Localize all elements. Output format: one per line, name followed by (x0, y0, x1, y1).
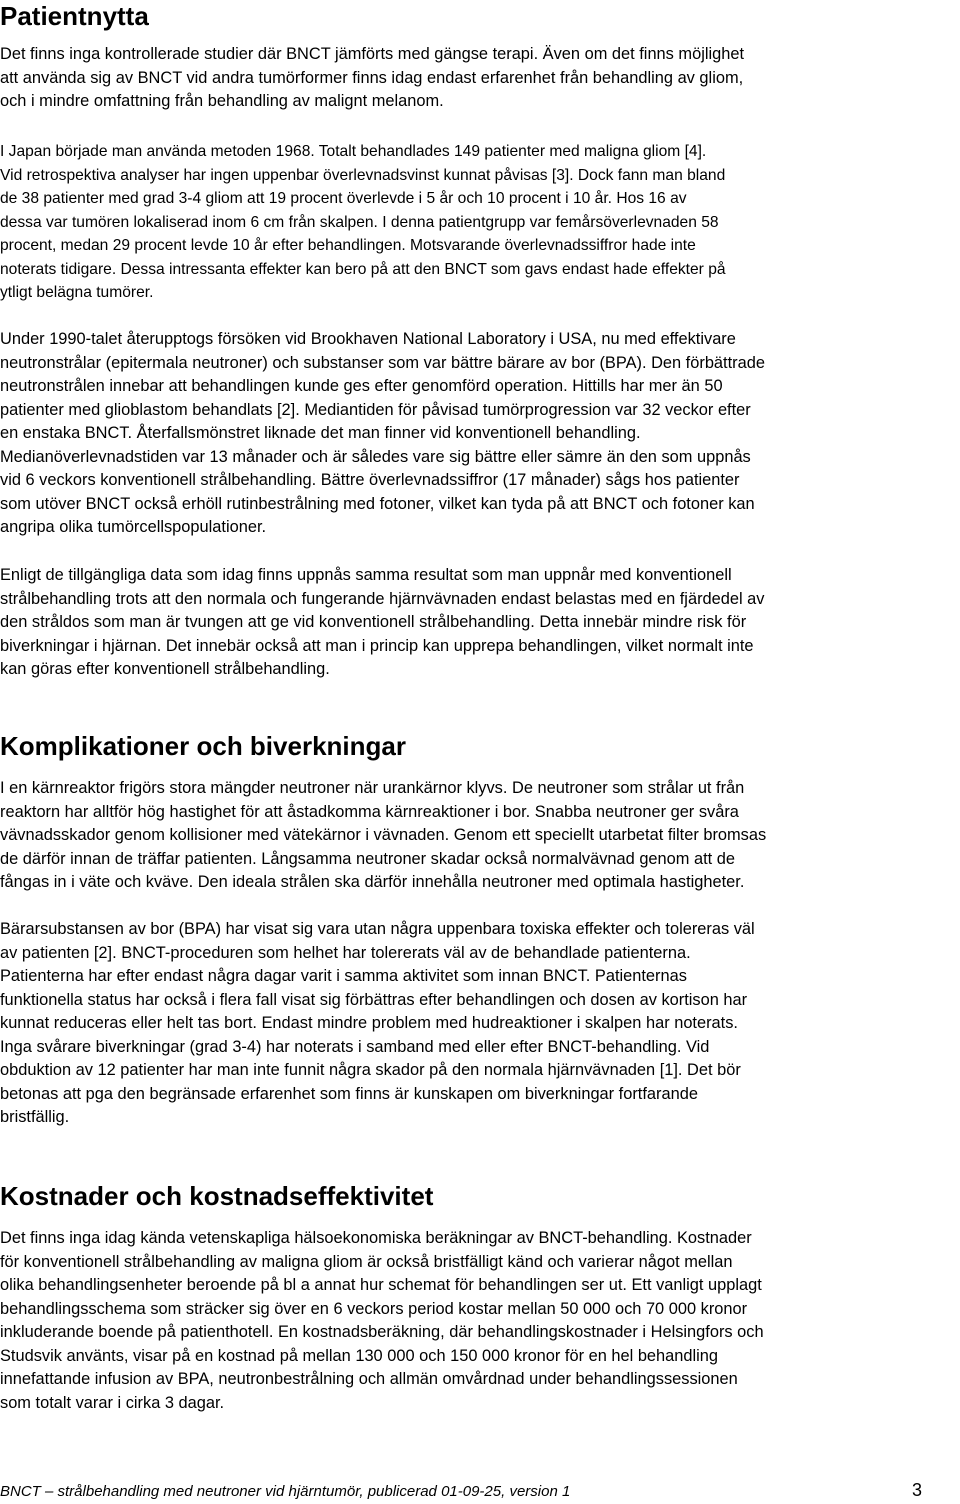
text-line: Bärarsubstansen av bor (BPA) har visat sig vara utan några uppenbara toxiska effekter och tolereras väl (0, 920, 755, 938)
text-line: innefattande infusion av BPA, neutronbestrålning och allmän omvårdnad under behandlingssessionen (0, 1370, 738, 1388)
text-line: Medianöverlevnadstiden var 13 månader och är således vare sig bättre eller sämre än den som uppnås (0, 447, 751, 466)
paragraph-patientnytta-4 (0, 564, 958, 682)
text-line: angripa olika tumörcellspopulationer. (0, 518, 267, 536)
text-line: betonas att pga den begränsade erfarenhet som finns är kunskapen om biverkningar fortfarande (0, 1084, 698, 1103)
text-line: att använda sig av BNCT vid andra tumörformer finns idag endast erfarenhet från behandling av gliom, (0, 68, 744, 87)
text-line: Det finns inga idag kända vetenskapliga hälsoekonomiska beräkningar av BNCT-behandling. Kostnader (0, 1229, 752, 1247)
text-line: neutronstrålar (epitermala neutroner) och substanser som var bättre bärare av bor (BPA). Den förbättrade (0, 353, 765, 372)
text-line: neutronstrålen innebar att behandlingen kunde ges efter genomförd operation. Hittills har mer än 50 (0, 377, 723, 395)
paragraph-komplikationer-1 (0, 777, 958, 895)
text-line: biverkningar i hjärnan. Det innebär också att man i princip kan upprepa behandlingen, vilket normalt inte (0, 636, 754, 655)
paragraph-komplikationer-2 (0, 918, 958, 1130)
text-line: I Japan började man använda metoden 1968. Totalt behandlades 149 patienter med maligna gliom [4]. (0, 143, 707, 160)
text-line: behandlingsschema som sträcker sig över en 6 veckors period kostar mellan 50 000 och 70 000 kronor (0, 1299, 748, 1318)
text-line: patienter med glioblastom behandlats [2]. Mediantiden för påvisad tumörprogression var 32 veckor efter (0, 400, 751, 419)
text-line: obduktion av 12 patienter har man inte funnit några skador på den normala hjärnvävnaden [1]. Det bör (0, 1061, 741, 1079)
text-line: strålbehandling trots att den normala och fungerande hjärnvävnaden endast belastas med en fjärdedel av (0, 589, 765, 608)
text-line: och i mindre omfattning från behandling av malignt melanom. (0, 92, 444, 110)
text-line: Inga svårare biverkningar (grad 3-4) har noterats i samband med eller efter BNCT-behandling. Vid (0, 1037, 710, 1056)
text-line: kan göras efter konventionell strålbehandling. (0, 660, 330, 678)
text-line: reaktorn har alltför hög hastighet för att åstadkomma kärnreaktioner i bor. Snabba neutroner ger svåra (0, 802, 739, 821)
text-line: procent, medan 29 procent levde 10 år efter behandlingen. Motsvarande överlevnadssiffror hade inte (0, 237, 696, 254)
footer-text: BNCT – strålbehandling med neutroner vid hjärntumör, publicerad 01-09-25, version 1 (0, 1483, 571, 1500)
paragraph-patientnytta-1 (0, 43, 958, 114)
text-line: noterats tidigare. Dessa intressanta effekter kan bero på att den BNCT som gavs endast hade effekter på (0, 260, 726, 278)
text-line: av patienten [2]. BNCT-proceduren som helhet har tolererats väl av de behandlade patienterna. (0, 943, 691, 962)
text-line: Det finns inga kontrollerade studier där BNCT jämförts med gängse terapi. Även om det finns möjlighet (0, 45, 745, 63)
text-line: olika behandlingsenheter beroende på bl a annat hur schemat för behandlingen ser ut. Ett vanligt upplagt (0, 1276, 762, 1294)
section-heading-patientnytta: Patientnytta (0, 1, 149, 31)
text-line: som utöver BNCT också erhöll rutinbestrålning med fotoner, vilket kan tyda på att BNCT och fotoner kan (0, 494, 755, 513)
section-heading-komplikationer: Komplikationer och biverkningar (0, 731, 406, 761)
text-line: Under 1990-talet återupptogs försöken vid Brookhaven National Laboratory i USA, nu med effektivare (0, 330, 736, 348)
paragraph-patientnytta-2 (0, 140, 958, 305)
text-line: som totalt varar i cirka 3 dagar. (0, 1393, 225, 1412)
text-line: vävnadsskador genom kollisioner med vätekärnor i vävnaden. Genom ett speciellt utarbetat filter bromsas (0, 826, 767, 844)
text-line: de därför innan de träffar patienten. Långsamma neutroner skadar också normalvävnad genom att de (0, 849, 735, 868)
text-line: kunnat reduceras eller helt tas bort. Endast mindre problem med hudreaktioner i skalpen har noterats. (0, 1014, 738, 1032)
paragraph-kostnader-1 (0, 1227, 958, 1415)
paragraph-patientnytta-3 (0, 328, 958, 540)
text-line: en enstaka BNCT. Återfallsmönstret liknade det man finner vid konventionell behandling. (0, 424, 641, 442)
section-heading-kostnader: Kostnader och kostnadseffektivitet (0, 1181, 434, 1211)
text-line: dessa var tumören lokaliserad inom 6 cm från skalpen. I denna patientgrupp var femårsöverlevnaden 58 (0, 213, 719, 231)
text-line: Studsvik använts, visar på en kostnad på mellan 130 000 och 150 000 kronor för en hel behandling (0, 1346, 719, 1365)
text-line: Vid retrospektiva analyser har ingen uppenbar överlevnadsvinst kunnat påvisas [3]. Dock fann man bland (0, 166, 726, 184)
text-line: ytligt belägna tumörer. (0, 284, 154, 301)
text-line: Patienterna har efter endast några dagar varit i samma aktivitet som innan BNCT. Patienternas (0, 967, 687, 985)
text-line: för konventionell strålbehandling av maligna gliom är också bristfälligt känd och varierar något mellan (0, 1252, 733, 1271)
text-line: Enligt de tillgängliga data som idag finns uppnås samma resultat som man uppnår med konventionell (0, 566, 732, 584)
text-line: fångas in i väte och kväve. Den ideala strålen ska därför innehålla neutroner med optimala hastigheter. (0, 873, 745, 891)
text-line: den stråldos som man är tvungen att ge vid konventionell strålbehandling. Detta innebär mindre risk för (0, 613, 747, 631)
text-line: inkluderande boende på patienthotell. En kostnadsberäkning, där behandlingskostnader i Helsingfors och (0, 1323, 764, 1341)
text-line: bristfällig. (0, 1108, 70, 1126)
page-number: 3 (911, 1480, 922, 1500)
text-line: vid 6 veckors konventionell strålbehandling. Bättre överlevnadssiffror (17 månader) sågs hos patienter (0, 471, 740, 489)
text-line: de 38 patienter med grad 3-4 gliom att 19 procent överlevde i 5 år och 10 procent i 10 år. Hos 16 av (0, 190, 687, 207)
page-footer (0, 1480, 922, 1504)
text-line: I en kärnreaktor frigörs stora mängder neutroner när urankärnor klyvs. De neutroner som strålar ut från (0, 779, 745, 797)
text-line: funktionella status har också i flera fall visat sig förbättras efter behandlingen och dosen av kortison har (0, 990, 748, 1009)
